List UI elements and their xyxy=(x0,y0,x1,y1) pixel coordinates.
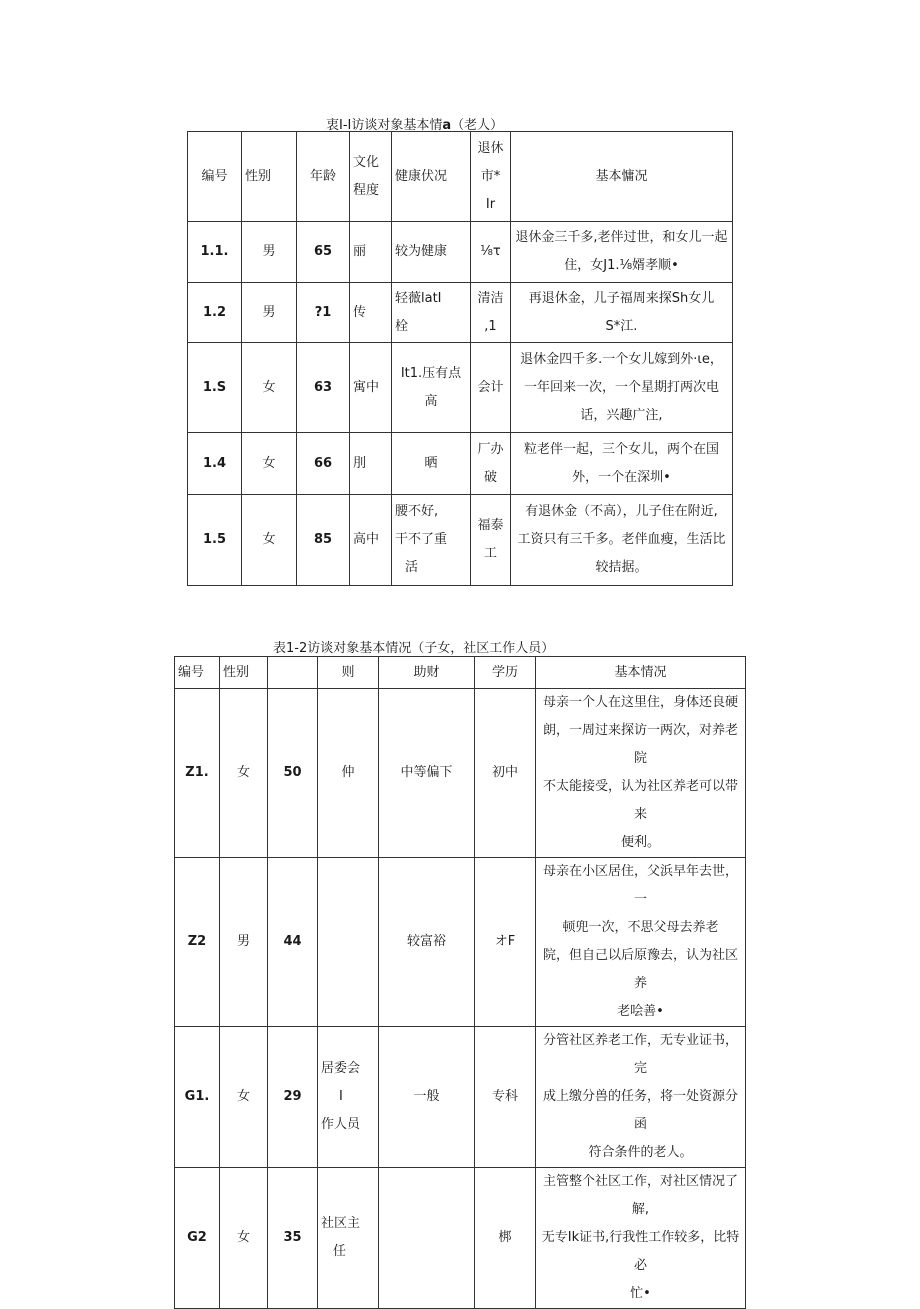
header-basic: 基本情况 xyxy=(536,657,746,689)
table-row xyxy=(188,433,733,495)
cell-basic-line: 成上缴分兽的任务，将一处资源分函 xyxy=(542,1089,738,1132)
cell-basic-line: 粒老伴一起，三个女儿，两个在国 xyxy=(523,441,719,457)
cell-basic xyxy=(511,495,733,586)
cell-edu: 传 xyxy=(350,283,392,343)
table2 xyxy=(174,656,746,1309)
cell-retire-line: 厂办 xyxy=(477,441,504,457)
cell-basic xyxy=(536,1027,746,1168)
cell-health xyxy=(392,222,471,283)
cell-edu: オF xyxy=(475,858,536,1027)
cell-col4 xyxy=(318,689,379,858)
cell-basic-line: 老哙善• xyxy=(617,1004,664,1019)
header-retire-line: 退休 xyxy=(477,140,504,156)
header-age xyxy=(268,657,318,689)
header-health: 健康伏况 xyxy=(392,132,471,222)
cell-id: 1.S xyxy=(188,343,242,433)
cell-basic-line: 较拮据。 xyxy=(595,560,648,575)
cell-basic-line: 忙• xyxy=(630,1286,651,1301)
cell-retire xyxy=(471,222,511,283)
cell-gender: 女 xyxy=(220,1168,268,1309)
cell-basic-line: 外，一个在深圳• xyxy=(572,469,671,485)
table1-caption-suffix: （老人） xyxy=(451,118,504,133)
cell-col5: 中等偏下 xyxy=(379,689,475,858)
cell-basic-line: 符合条件的老人。 xyxy=(588,1145,693,1160)
cell-retire-line: 清洁 xyxy=(477,290,504,306)
cell-col5: 一般 xyxy=(379,1027,475,1168)
cell-basic xyxy=(511,222,733,283)
cell-basic-line: 一年回来一次，一个星期打两次电 xyxy=(523,379,719,395)
cell-health xyxy=(392,283,471,343)
header-age: 年龄 xyxy=(297,132,350,222)
cell-id: G1. xyxy=(175,1027,220,1168)
cell-age: 35 xyxy=(268,1168,318,1309)
cell-retire xyxy=(471,343,511,433)
cell-basic-line: 院，但自己以后原豫去，认为社区养 xyxy=(542,948,738,991)
cell-retire-line: 工 xyxy=(483,546,497,561)
cell-basic-line: 母亲在小区居住，父浜早年去世，一 xyxy=(542,864,738,907)
cell-gender: 女 xyxy=(220,689,268,858)
cell-edu: 专科 xyxy=(475,1027,536,1168)
table-row xyxy=(175,1168,746,1309)
cell-basic-line: 退休金三千多,老伴过世，和女儿一起 xyxy=(515,230,728,245)
header-retire-line: Ir xyxy=(485,196,496,212)
table1-header-row xyxy=(188,132,733,222)
table-row xyxy=(188,283,733,343)
cell-health xyxy=(392,343,471,433)
cell-basic-line: 不太能接受，认为社区养老可以带来 xyxy=(542,779,738,822)
table1-caption-bold: a xyxy=(442,118,452,133)
cell-basic-line: 顿兜一次，不思父母去养老 xyxy=(562,920,719,935)
cell-health-line: 腰不好, xyxy=(395,504,439,519)
header-id: 编号 xyxy=(188,132,242,222)
cell-basic-line: 退休金四千多.一个女儿嫁到外·ιe， xyxy=(520,351,723,367)
header-edu-line: 程度 xyxy=(353,182,380,198)
cell-health-line: 较为健康 xyxy=(395,244,448,259)
header-edu-line: 文化 xyxy=(353,154,380,170)
cell-health-line: 栓 xyxy=(395,318,409,334)
cell-gender: 男 xyxy=(242,222,297,283)
cell-basic-line: 无专Ik证书,行我性工作较多，比特必 xyxy=(541,1230,740,1273)
cell-id: 1.2 xyxy=(188,283,242,343)
table-row xyxy=(175,1027,746,1168)
cell-retire-line: 会计 xyxy=(477,379,504,395)
cell-col4 xyxy=(318,1168,379,1309)
cell-basic-line: 母亲一个人在这里住，身体还良硬 xyxy=(542,695,738,710)
cell-col4-line: 作人员 xyxy=(321,1117,361,1132)
cell-basic-line: 便利。 xyxy=(620,835,660,850)
cell-basic xyxy=(511,433,733,495)
cell-id: 1.1. xyxy=(188,222,242,283)
cell-col4-line: 任 xyxy=(333,1244,347,1259)
cell-id: Z2 xyxy=(175,858,220,1027)
cell-id: G2 xyxy=(175,1168,220,1309)
cell-col4 xyxy=(318,1027,379,1168)
cell-basic-line: S*江. xyxy=(605,318,638,334)
cell-basic-line: 工资只有三千多。老伴血瘦，生活比 xyxy=(517,532,726,547)
cell-basic-line: 话，兴趣广注, xyxy=(580,407,663,423)
header-basic: 基本慵况 xyxy=(511,132,733,222)
table2-caption: 表1-2访谈对象基本情况（子女，社区工作人员） xyxy=(273,641,555,656)
cell-basic xyxy=(536,1168,746,1309)
cell-retire-line: 福泰 xyxy=(477,518,504,533)
cell-col5 xyxy=(379,1168,475,1309)
cell-basic-line: 再退休金，儿子福周来探Sh女儿 xyxy=(528,290,715,306)
cell-gender: 男 xyxy=(242,283,297,343)
cell-health-line: It1.压有点 xyxy=(400,365,462,381)
cell-edu: 丽 xyxy=(350,222,392,283)
header-col4: 则 xyxy=(318,657,379,689)
table-row xyxy=(175,689,746,858)
cell-health-line: 干不了重 xyxy=(395,532,448,547)
cell-age: 85 xyxy=(297,495,350,586)
cell-retire-line: 破 xyxy=(483,469,497,485)
cell-edu: 初中 xyxy=(475,689,536,858)
cell-retire xyxy=(471,495,511,586)
cell-id: 1.4 xyxy=(188,433,242,495)
cell-basic xyxy=(536,858,746,1027)
cell-health-line: 高 xyxy=(424,393,438,409)
table-row xyxy=(188,495,733,586)
cell-id: Z1. xyxy=(175,689,220,858)
cell-health-line: 轻薇latI xyxy=(395,290,442,306)
table1 xyxy=(187,131,733,586)
header-gender: 性别 xyxy=(220,657,268,689)
cell-age: 66 xyxy=(297,433,350,495)
cell-edu: 寓中 xyxy=(350,343,392,433)
header-edu: 学历 xyxy=(475,657,536,689)
cell-basic-line: 朗，一周过来探访一两次，对养老院 xyxy=(542,723,738,766)
cell-col4-line: I xyxy=(339,1089,343,1104)
table-row xyxy=(175,858,746,1027)
cell-col4 xyxy=(318,858,379,1027)
cell-gender: 女 xyxy=(242,343,297,433)
cell-gender: 女 xyxy=(220,1027,268,1168)
cell-col4-line: 社区主 xyxy=(321,1216,361,1231)
cell-health xyxy=(392,495,471,586)
cell-gender: 女 xyxy=(242,433,297,495)
cell-health-line: 晒 xyxy=(424,455,438,471)
cell-basic-line: 分管社区养老工作，无专业证书，完 xyxy=(542,1033,738,1076)
cell-basic xyxy=(511,283,733,343)
cell-gender: 女 xyxy=(242,495,297,586)
table2-header-row xyxy=(175,657,746,689)
table1-caption-prefix: 衷I-I访谈对象基本情 xyxy=(326,118,443,133)
cell-basic-line: 住，女J1.⅛婿孝顺• xyxy=(564,258,679,273)
cell-retire-line: ⅛τ xyxy=(480,244,501,259)
cell-gender: 男 xyxy=(220,858,268,1027)
cell-age: ?1 xyxy=(297,283,350,343)
cell-basic xyxy=(511,343,733,433)
cell-health xyxy=(392,433,471,495)
cell-id: 1.5 xyxy=(188,495,242,586)
cell-edu: 刖 xyxy=(350,433,392,495)
cell-basic-line: 主管整个社区工作，对社区情况了解, xyxy=(542,1174,738,1217)
cell-edu: 高中 xyxy=(350,495,392,586)
table-row xyxy=(188,343,733,433)
cell-age: 44 xyxy=(268,858,318,1027)
header-id: 编号 xyxy=(175,657,220,689)
table-row xyxy=(188,222,733,283)
cell-age: 65 xyxy=(297,222,350,283)
cell-age: 29 xyxy=(268,1027,318,1168)
cell-retire xyxy=(471,433,511,495)
cell-col4-line: 仲 xyxy=(341,765,355,780)
header-retire xyxy=(471,132,511,222)
cell-health-line: 活 xyxy=(405,560,419,575)
header-retire-line: 市* xyxy=(480,168,501,184)
cell-retire-line: ,1 xyxy=(484,318,497,334)
cell-retire xyxy=(471,283,511,343)
header-edu xyxy=(350,132,392,222)
cell-col4-line: 居委会 xyxy=(321,1061,361,1076)
header-col5: 助财 xyxy=(379,657,475,689)
cell-age: 63 xyxy=(297,343,350,433)
cell-basic-line: 有退休金（不高），儿子住在附近, xyxy=(525,504,718,519)
cell-edu: 梆 xyxy=(475,1168,536,1309)
header-gender: 性别 xyxy=(242,132,297,222)
cell-basic xyxy=(536,689,746,858)
cell-col5: 较富裕 xyxy=(379,858,475,1027)
cell-age: 50 xyxy=(268,689,318,858)
